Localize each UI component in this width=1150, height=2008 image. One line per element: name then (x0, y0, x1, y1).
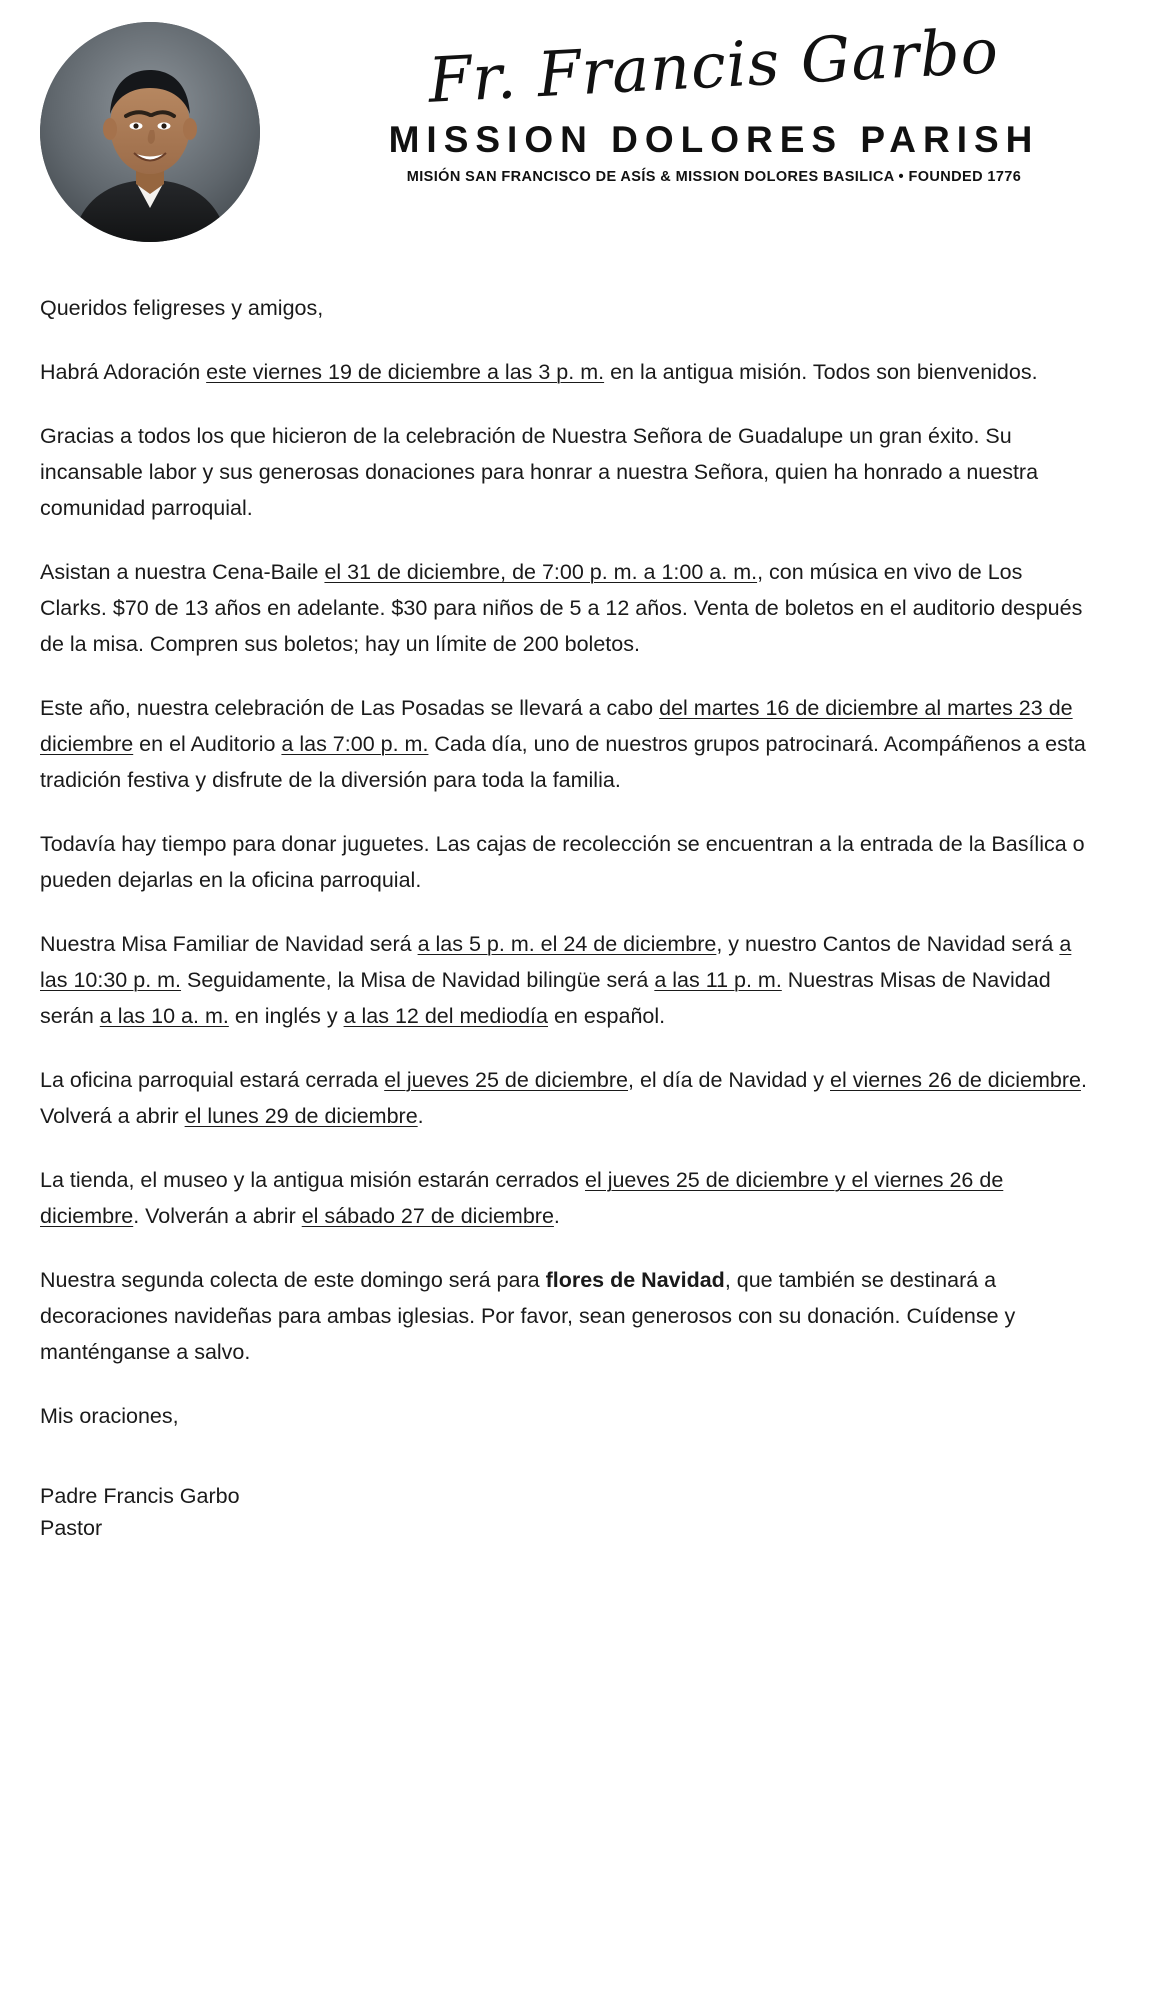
text-run: Seguidamente, la Misa de Navidad bilingüe será (181, 968, 655, 992)
emphasis-time: a las 11 p. m. (654, 968, 782, 992)
letter-body (0, 262, 1150, 1544)
text-run: La oficina parroquial estará cerrada (40, 1068, 385, 1092)
paragraph-dinner-dance (40, 554, 1092, 662)
emphasis-bold: flores de Navidad (545, 1268, 725, 1292)
emphasis-time: a las 12 del mediodía (343, 1004, 548, 1028)
text-run: Cada día, uno de nuestros grupos patrocinará. Acompáñenos a esta tradición festiva y disfrute de la diversión para toda la familia. (40, 732, 1086, 792)
emphasis-time: a las 10 a. m. (99, 1004, 229, 1028)
text-run: Este año, nuestra celebración de Las Posadas se llevará a cabo (40, 696, 660, 720)
emphasis-date: el lunes 29 de diciembre (184, 1104, 418, 1128)
text-run: Nuestra Misa Familiar de Navidad será (40, 932, 418, 956)
text-run: , y nuestro Cantos de Navidad será (716, 932, 1060, 956)
text-run: , el día de Navidad y (628, 1068, 830, 1092)
letterhead (0, 0, 1150, 262)
paragraph-toy-drive: Todavía hay tiempo para donar juguetes. Las cajas de recolección se encuentran a la entrada de la Basílica o pueden dejarlas en la oficina parroquial. (40, 832, 1085, 892)
text-run: Asistan a nuestra Cena-Baile (40, 560, 325, 584)
paragraph-shop-museum-closure (40, 1162, 1092, 1234)
paragraph-office-closure (40, 1062, 1092, 1134)
text-run: . (553, 1204, 560, 1228)
emphasis-date: este viernes 19 de diciembre a las 3 p. m. (206, 360, 605, 384)
closing: Mis oraciones, (40, 1404, 179, 1428)
signature-script: Fr. Francis Garbo (426, 14, 1002, 117)
parish-name: MISSION DOLORES PARISH (388, 119, 1040, 161)
signature-block (40, 1480, 1092, 1544)
text-run: en inglés y (228, 1004, 344, 1028)
paragraph-guadalupe: Gracias a todos los que hicieron de la celebración de Nuestra Señora de Guadalupe un gran éxito. Su incansable labor y sus generosas donaciones para honrar a nuestra Señora, quien ha honrado a nuestra comunidad parroquial. (40, 424, 1039, 520)
signer-title: Pastor (40, 1516, 103, 1540)
salutation: Queridos feligreses y amigos, (40, 296, 324, 320)
emphasis-date: el viernes 26 de diciembre (830, 1068, 1081, 1092)
text-run: Habrá Adoración (40, 360, 207, 384)
text-run: , con música en vivo de Los Clarks. $70 de 13 años en adelante. $30 para niños de 5 a 12 años. Venta de boletos en el auditorio después de la misa. Compren sus boletos; hay un límite de 200 boletos. (40, 560, 1083, 656)
brand-block (260, 14, 1150, 185)
paragraph-adoration (40, 354, 1092, 390)
emphasis-date: del martes 16 de diciembre al martes 23 de diciembre (40, 696, 1073, 756)
text-run: . Volverá a abrir (40, 1068, 1087, 1128)
signer-name: Padre Francis Garbo (40, 1484, 240, 1508)
text-run: Nuestras Misas de Navidad serán (40, 968, 1051, 1028)
text-run: en el Auditorio (133, 732, 282, 756)
emphasis-date: el jueves 25 de diciembre (384, 1068, 629, 1092)
paragraph-posadas (40, 690, 1092, 798)
text-run: en la antigua misión. Todos son bienvenidos. (604, 360, 1038, 384)
emphasis-time: a las 5 p. m. el 24 de diciembre (417, 932, 717, 956)
text-run: Nuestra segunda colecta de este domingo será para (40, 1268, 546, 1292)
parish-subtitle: MISIÓN SAN FRANCISCO DE ASÍS & MISSION DOLORES BASILICA • FOUNDED 1776 (406, 169, 1022, 186)
text-run: . (417, 1104, 424, 1128)
text-run: , que también se destinará a decoraciones navideñas para ambas iglesias. Por favor, sean generosos con su donación. Cuídense y manténganse a salvo. (40, 1268, 1016, 1364)
text-run: en español. (547, 1004, 666, 1028)
text-run: . Volverán a abrir (133, 1204, 302, 1228)
text-run: La tienda, el museo y la antigua misión estarán cerrados (40, 1168, 585, 1192)
emphasis-date: el sábado 27 de diciembre (301, 1204, 554, 1228)
priest-portrait-photo (40, 22, 260, 242)
emphasis-date: el jueves 25 de diciembre y el viernes 26 de diciembre (40, 1168, 1004, 1228)
paragraph-christmas-masses (40, 926, 1092, 1034)
emphasis-time: a las 7:00 p. m. (281, 732, 429, 756)
paragraph-second-collection (40, 1262, 1092, 1370)
emphasis-date: el 31 de diciembre, de 7:00 p. m. a 1:00 a. m. (324, 560, 758, 584)
emphasis-time: a las 10:30 p. m. (40, 932, 1072, 992)
